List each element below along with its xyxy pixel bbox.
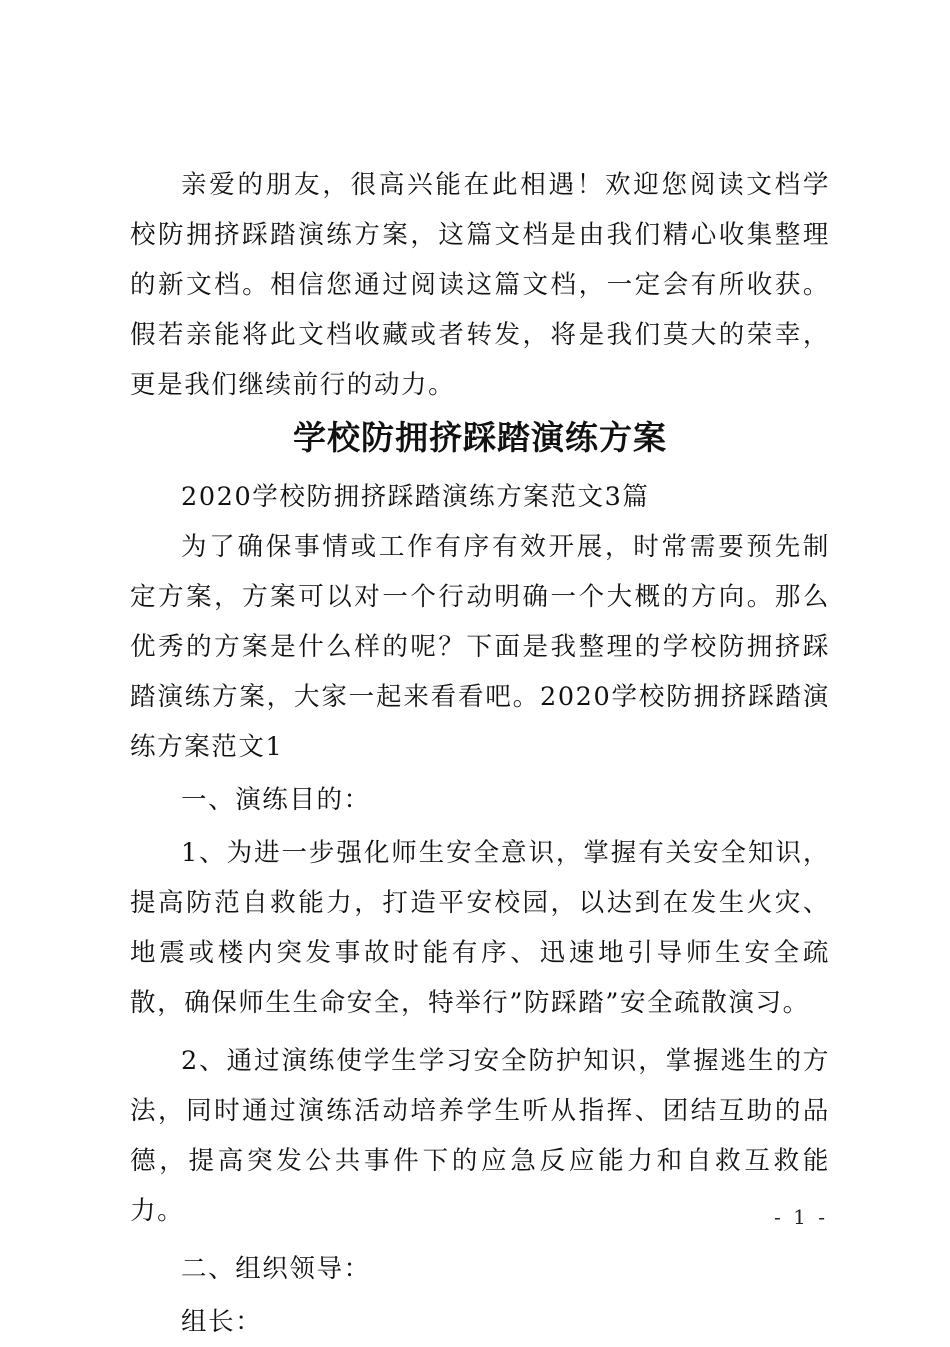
page-number: - 1 - — [774, 1205, 828, 1229]
paragraph-purpose-1: 1、为进一步强化师生安全意识，掌握有关安全知识，提高防范自救能力，打造平安校园，以达到在发生火灾、地震或楼内突发事故时能有序、迅速地引导师生安全疏散，确保师生生命安全，特举行”防踩踏”安全疏散演习。 — [130, 838, 830, 1018]
document-subtitle: 2020学校防拥挤踩踏演练方案范文3篇 — [181, 482, 650, 512]
section-heading-organization: 二、组织领导： — [181, 1254, 371, 1284]
paragraph-purpose-2: 2、通过演练使学生学习安全防护知识，掌握逃生的方法，同时通过演练活动培养学生听从指挥、团结互助的品德，提高突发公共事件下的应急反应能力和自救互救能力。 — [130, 1046, 830, 1226]
intro-paragraph: 亲爱的朋友，很高兴能在此相遇！欢迎您阅读文档学校防拥挤踩踏演练方案，这篇文档是由我们精心收集整理的新文档。相信您通过阅读这篇文档，一定会有所收获。假若亲能将此文档收藏或者转发，将是我们莫大的荣幸，更是我们继续前行的动力。 — [130, 170, 830, 400]
document-title: 学校防拥挤踩踏演练方案 — [293, 418, 667, 457]
document-body — [130, 160, 830, 1347]
section-heading-purpose: 一、演练目的： — [181, 785, 371, 815]
paragraph-preface: 为了确保事情或工作有序有效开展，时常需要预先制定方案，方案可以对一个行动明确一个大概的方向。那么优秀的方案是什么样的呢？下面是我整理的学校防拥挤踩踏演练方案，大家一起来看看吧。2020学校防拥挤踩踏演练方案范文1 — [130, 532, 830, 762]
paragraph-group-leader: 组长： — [181, 1307, 263, 1337]
